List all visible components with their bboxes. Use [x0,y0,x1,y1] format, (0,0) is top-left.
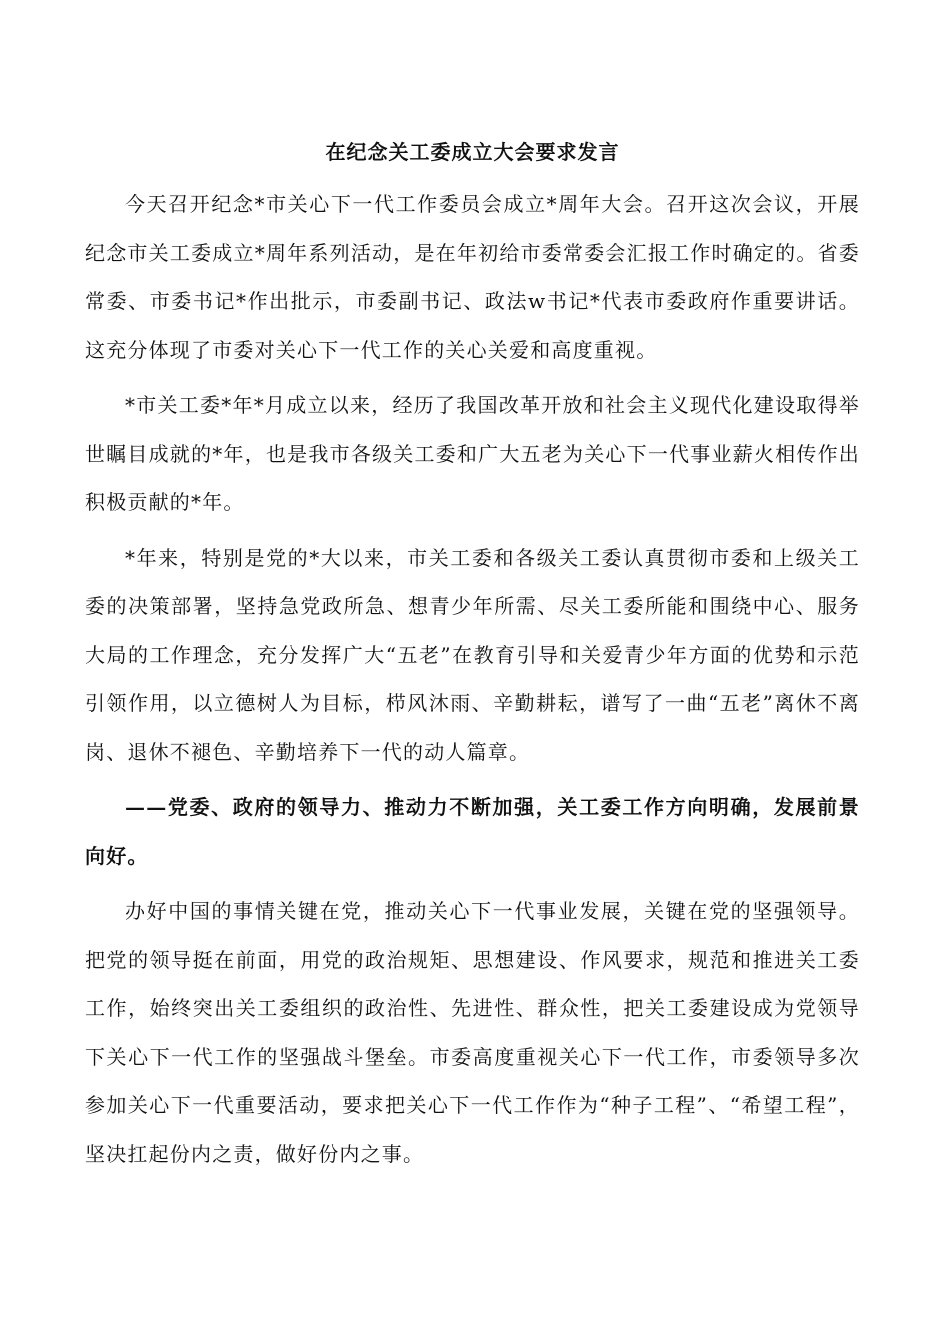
paragraph-leadership: 办好中国的事情关键在党，推动关心下一代事业发展，关键在党的坚强领导。把党的领导挺在前面，用党的政治规矩、思想建设、作风要求，规范和推进关工委工作，始终突出关工委组织的政治性、先进性、群众性，把关工委建设成为党领导下关心下一代工作的坚强战斗堡垒。市委高度重视关心下一代工作，市委领导多次参加关心下一代重要活动，要求把关心下一代工作作为“种子工程”、“希望工程”，坚决扛起份内之责，做好份内之事。 [85,899,860,1166]
paragraph-history: *市关工委*年*月成立以来，经历了我国改革开放和社会主义现代化建设取得举世瞩目成就的*年，也是我市各级关工委和广大五老为关心下一代事业薪火相传作出积极贡献的*年。 [85,393,860,514]
document-page [85,128,860,1178]
document-title: 在纪念关工委成立大会要求发言 [325,140,620,164]
paragraph-opening: 今天召开纪念*市关心下一代工作委员会成立*周年大会。召开这次会议，开展纪念市关工委成立*周年系列活动，是在年初给市委常委会汇报工作时确定的。省委常委、市委书记*作出批示，市委副书记、政法w书记*代表市委政府作重要讲话。这充分体现了市委对关心下一代工作的关心关爱和高度重视。 [85,192,860,362]
paragraph-achievements: *年来，特别是党的*大以来，市关工委和各级关工委认真贯彻市委和上级关工委的决策部署，坚持急党政所急、想青少年所需、尽关工委所能和围绕中心、服务大局的工作理念，充分发挥广大“五老”在教育引导和关爱青少年方面的优势和示范引领作用，以立德树人为目标，栉风沐雨、辛勤耕耘，谱写了一曲“五老”离休不离岗、退休不褪色、辛勤培养下一代的动人篇章。 [85,545,860,764]
section-heading-leadership: ——党委、政府的领导力、推动力不断加强，关工委工作方向明确，发展前景向好。 [85,795,860,868]
